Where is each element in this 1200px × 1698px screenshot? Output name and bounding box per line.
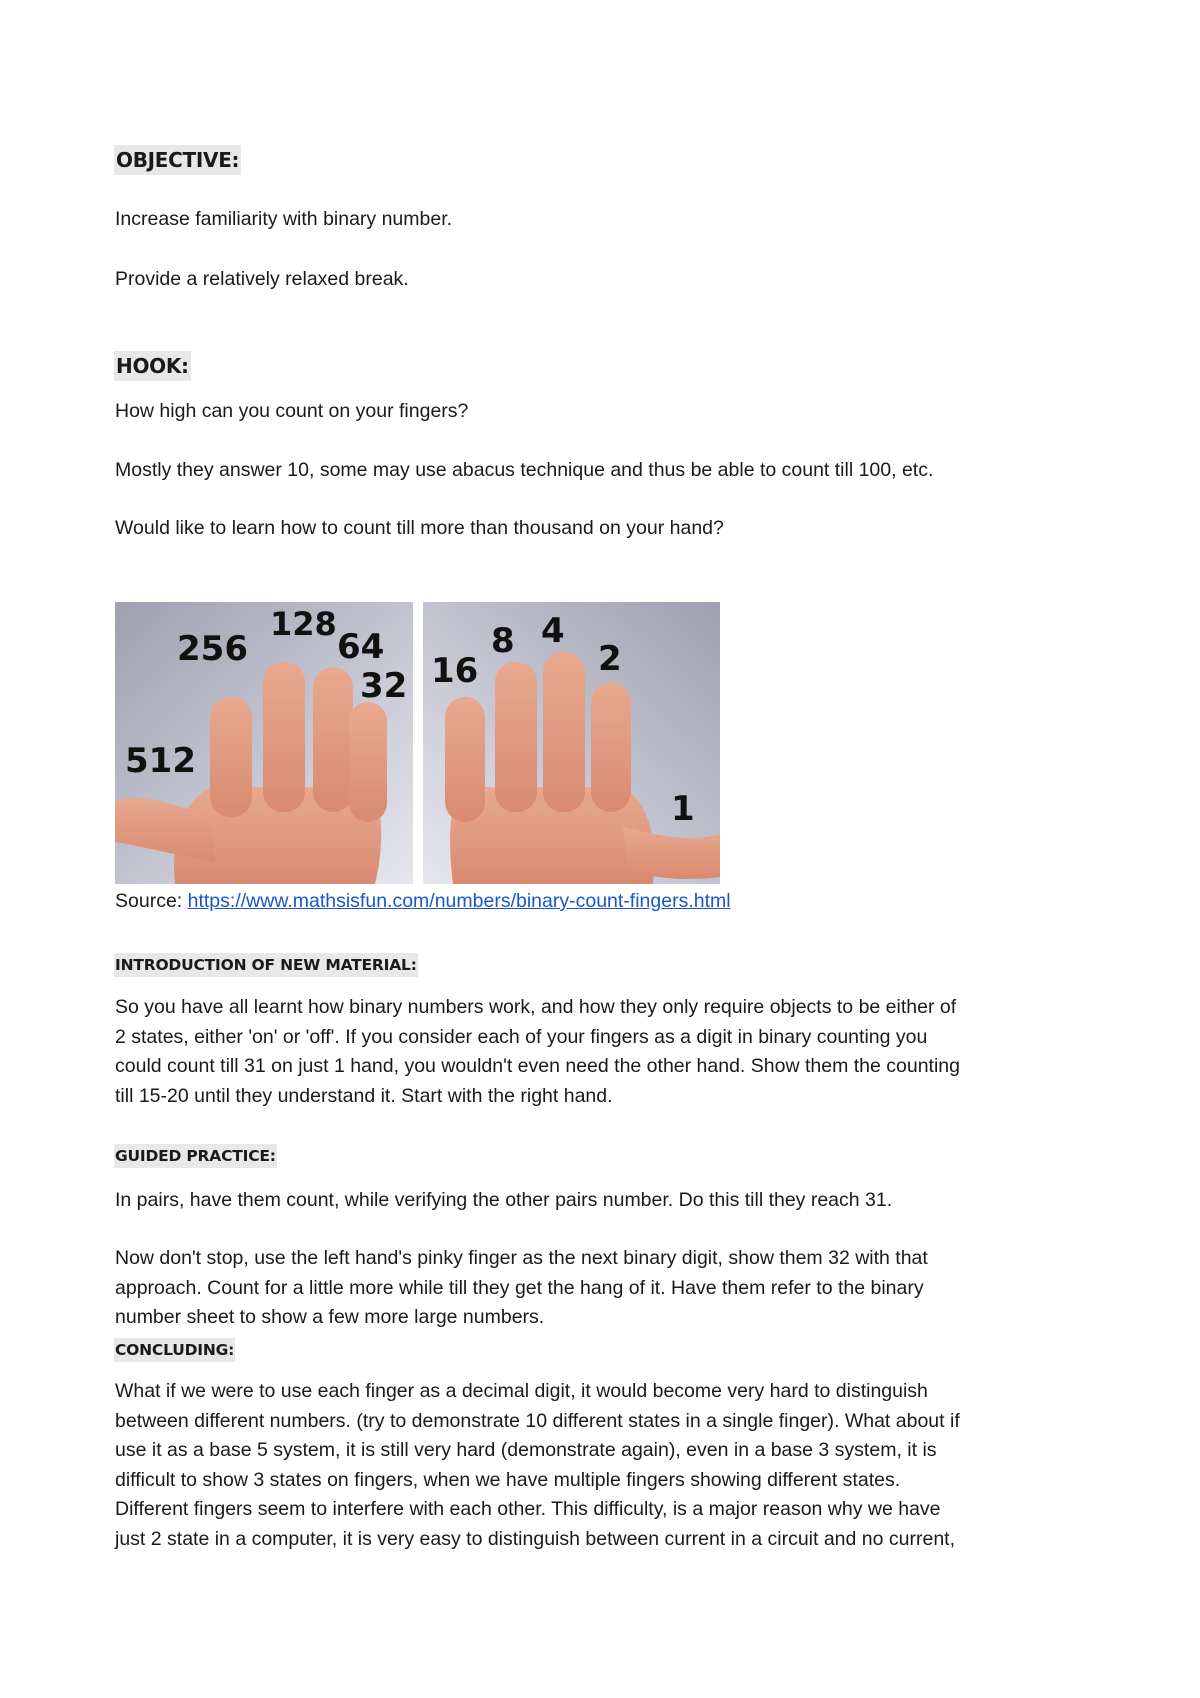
concluding-line-4: difficult to show 3 states on fingers, when we have multiple fingers showing different states. [115,1468,901,1491]
objective-line-1: Increase familiarity with binary number. [115,208,453,230]
finger-label-16: 16 [431,651,479,691]
right-hand-image [423,602,720,884]
objective-line-2: Provide a relatively relaxed break. [115,268,409,290]
introduction-line-3: could count till 31 on just 1 hand, you wouldn't even need the other hand. Show them the counting [115,1055,960,1077]
introduction-line-2: 2 states, either 'on' or 'off'. If you consider each of your fingers as a digit in binary counting you [115,1025,928,1048]
guided-practice-line-2: Now don't stop, use the left hand's pinky finger as the next binary digit, show them 32 with that [115,1247,928,1269]
source-line [115,887,731,917]
finger-label-128: 128 [270,605,337,643]
objective-heading: OBJECTIVE: [114,145,241,175]
concluding-line-3: use it as a base 5 system, it is still very hard (demonstrate again), even in a base 3 system, it is [115,1439,937,1461]
finger-label-64: 64 [337,627,385,667]
finger-label-1: 1 [671,789,695,829]
concluding-paragraph [115,1377,1095,1554]
guided-practice-heading: GUIDED PRACTICE: [114,1144,277,1168]
concluding-line-2: between different numbers. (try to demonstrate 10 different states in a single finger). What about if [115,1409,960,1432]
concluding-heading: CONCLUDING: [114,1338,235,1362]
finger-label-32: 32 [360,666,408,706]
guided-practice-line-3: approach. Count for a little more while till they get the hang of it. Have them refer to the binary [115,1276,924,1299]
hook-line-3: Would like to learn how to count till more than thousand on your hand? [115,517,724,539]
finger-label-4: 4 [541,611,565,651]
concluding-line-1: What if we were to use each finger as a decimal digit, it would become very hard to distinguish [115,1380,928,1402]
finger-label-8: 8 [491,621,515,661]
hook-line-1: How high can you count on your fingers? [115,400,469,422]
introduction-heading: INTRODUCTION OF NEW MATERIAL: [114,953,418,977]
finger-label-256: 256 [177,629,248,669]
guided-practice-line-4: number sheet to show a few more large numbers. [115,1306,545,1328]
introduction-line-1: So you have all learnt how binary numbers work, and how they only require objects to be either of [115,996,957,1018]
introduction-line-4: till 15-20 until they understand it. Start with the right hand. [115,1084,613,1107]
finger-label-512: 512 [125,741,196,781]
hook-heading: HOOK: [114,351,191,381]
concluding-line-5: Different fingers seem to interfere with each other. This difficulty, is a major reason why we have [115,1498,941,1520]
binary-fingers-figure [115,602,720,884]
hook-line-2: Mostly they answer 10, some may use abacus technique and thus be able to count till 100, etc. [115,459,934,481]
finger-label-2: 2 [598,639,622,679]
left-hand-image [115,602,413,884]
source-prefix: Source: [115,890,188,912]
introduction-paragraph [115,993,1095,1111]
guided-practice-line-1: In pairs, have them count, while verifying the other pairs number. Do this till they reach 31. [115,1189,893,1211]
concluding-line-6: just 2 state in a computer, it is very easy to distinguish between current in a circuit and no current, [115,1527,956,1550]
guided-practice-paragraph [115,1244,1095,1333]
source-link[interactable]: https://www.mathsisfun.com/numbers/binary-count-fingers.html [187,890,731,912]
